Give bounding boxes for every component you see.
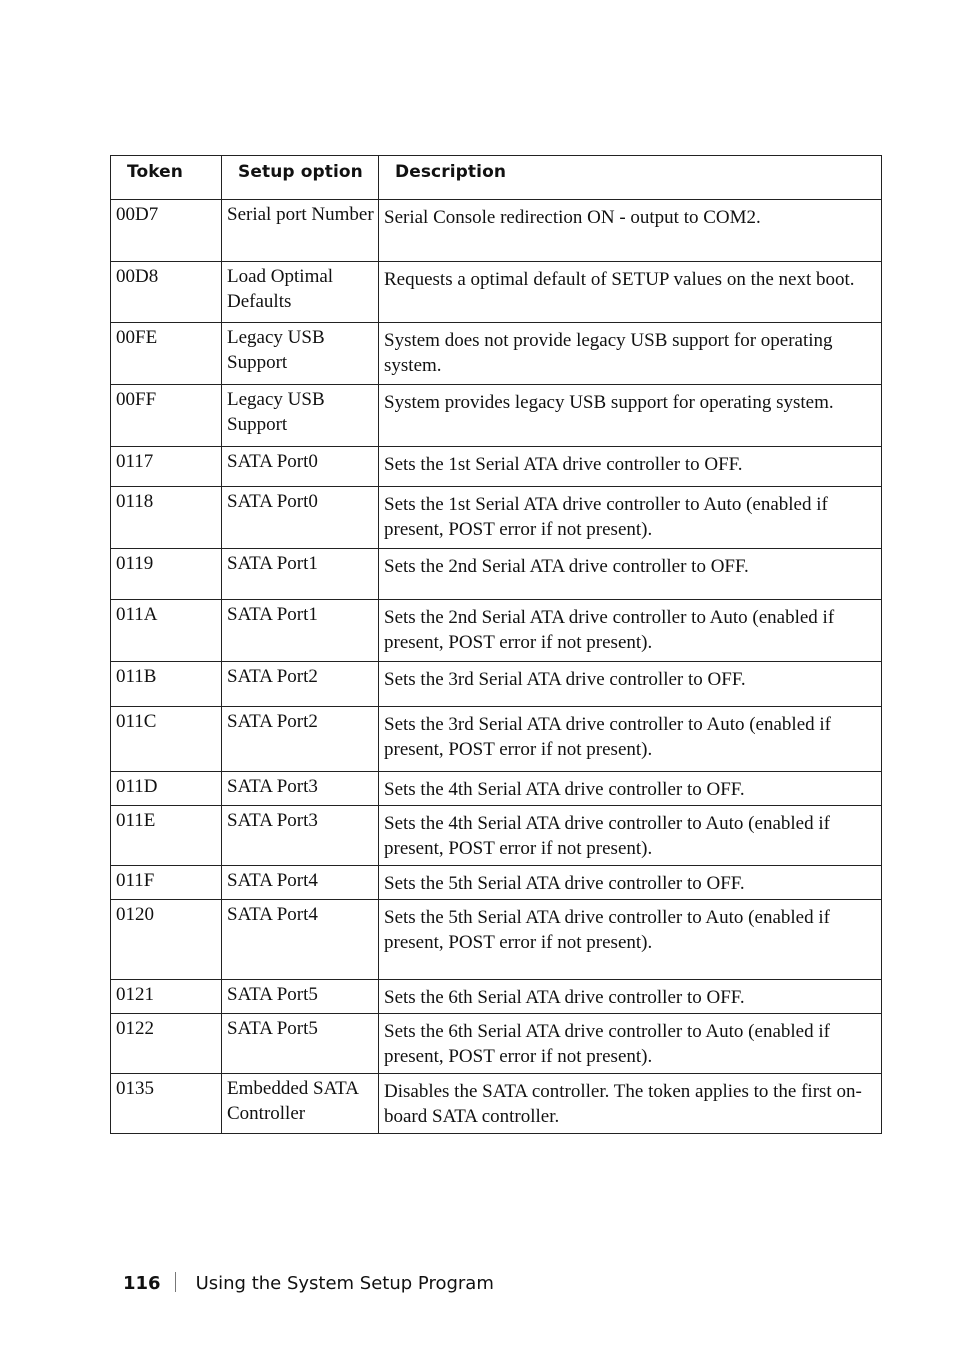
table-row — [111, 385, 882, 447]
token-cell: 011C — [111, 707, 222, 772]
setup-option-cell: SATA Port1 — [222, 549, 379, 600]
description-cell: Requests a optimal default of SETUP values on the next boot. — [379, 262, 882, 323]
table-row — [111, 806, 882, 866]
table-row — [111, 323, 882, 385]
token-cell: 00FE — [111, 323, 222, 385]
table-row — [111, 662, 882, 707]
setup-option-cell: Serial port Number — [222, 200, 379, 262]
token-cell: 011F — [111, 866, 222, 900]
token-cell: 0119 — [111, 549, 222, 600]
setup-option-cell: SATA Port4 — [222, 900, 379, 980]
table-row — [111, 447, 882, 487]
setup-option-cell: SATA Port3 — [222, 772, 379, 806]
description-cell: Sets the 3rd Serial ATA drive controller to OFF. — [379, 662, 882, 707]
setup-option-cell: SATA Port0 — [222, 487, 379, 549]
token-cell: 0117 — [111, 447, 222, 487]
token-cell: 00FF — [111, 385, 222, 447]
description-cell: Sets the 5th Serial ATA drive controller to Auto (enabled if present, POST error if not present). — [379, 900, 882, 980]
token-cell: 011D — [111, 772, 222, 806]
description-cell: Sets the 2nd Serial ATA drive controller to OFF. — [379, 549, 882, 600]
token-cell: 0135 — [111, 1074, 222, 1134]
table-row — [111, 866, 882, 900]
setup-option-cell: Legacy USB Support — [222, 323, 379, 385]
footer-section-title: Using the System Setup Program — [195, 1273, 494, 1294]
token-cell: 00D8 — [111, 262, 222, 323]
header-description: Description — [379, 156, 882, 200]
token-cell: 011B — [111, 662, 222, 707]
table-row — [111, 1074, 882, 1134]
description-cell: Sets the 1st Serial ATA drive controller to OFF. — [379, 447, 882, 487]
token-cell: 0122 — [111, 1014, 222, 1074]
setup-option-cell: SATA Port4 — [222, 866, 379, 900]
header-token: Token — [111, 156, 222, 200]
token-cell: 0120 — [111, 900, 222, 980]
setup-option-cell: SATA Port5 — [222, 980, 379, 1014]
page-number: 116 — [123, 1273, 161, 1294]
description-cell: Sets the 6th Serial ATA drive controller to Auto (enabled if present, POST error if not present). — [379, 1014, 882, 1074]
description-cell: System does not provide legacy USB support for operating system. — [379, 323, 882, 385]
setup-option-cell: SATA Port2 — [222, 662, 379, 707]
description-cell: Sets the 4th Serial ATA drive controller to Auto (enabled if present, POST error if not present). — [379, 806, 882, 866]
table-header-row — [111, 156, 882, 200]
page-footer — [123, 1272, 494, 1294]
setup-tokens-table — [110, 155, 882, 1134]
description-cell: Sets the 3rd Serial ATA drive controller to Auto (enabled if present, POST error if not present). — [379, 707, 882, 772]
setup-option-cell: Legacy USB Support — [222, 385, 379, 447]
table-row — [111, 900, 882, 980]
footer-divider — [175, 1272, 176, 1292]
description-cell: Sets the 6th Serial ATA drive controller to OFF. — [379, 980, 882, 1014]
table-row — [111, 200, 882, 262]
setup-option-cell: SATA Port5 — [222, 1014, 379, 1074]
setup-option-cell: SATA Port2 — [222, 707, 379, 772]
setup-option-cell: Embedded SATA Controller — [222, 1074, 379, 1134]
description-cell: Sets the 2nd Serial ATA drive controller to Auto (enabled if present, POST error if not present). — [379, 600, 882, 662]
table-row — [111, 600, 882, 662]
description-cell: Serial Console redirection ON - output to COM2. — [379, 200, 882, 262]
setup-option-cell: Load Optimal Defaults — [222, 262, 379, 323]
header-setup-option: Setup option — [222, 156, 379, 200]
table-row — [111, 980, 882, 1014]
token-cell: 011A — [111, 600, 222, 662]
table-row — [111, 707, 882, 772]
description-cell: Sets the 5th Serial ATA drive controller to OFF. — [379, 866, 882, 900]
token-cell: 00D7 — [111, 200, 222, 262]
token-cell: 011E — [111, 806, 222, 866]
table-row — [111, 1014, 882, 1074]
table-row — [111, 549, 882, 600]
token-cell: 0118 — [111, 487, 222, 549]
setup-option-cell: SATA Port0 — [222, 447, 379, 487]
token-cell: 0121 — [111, 980, 222, 1014]
description-cell: Disables the SATA controller. The token applies to the first on-board SATA controller. — [379, 1074, 882, 1134]
setup-option-cell: SATA Port3 — [222, 806, 379, 866]
description-cell: System provides legacy USB support for operating system. — [379, 385, 882, 447]
table-row — [111, 262, 882, 323]
description-cell: Sets the 4th Serial ATA drive controller to OFF. — [379, 772, 882, 806]
description-cell: Sets the 1st Serial ATA drive controller to Auto (enabled if present, POST error if not present). — [379, 487, 882, 549]
setup-option-cell: SATA Port1 — [222, 600, 379, 662]
table-row — [111, 772, 882, 806]
table-row — [111, 487, 882, 549]
